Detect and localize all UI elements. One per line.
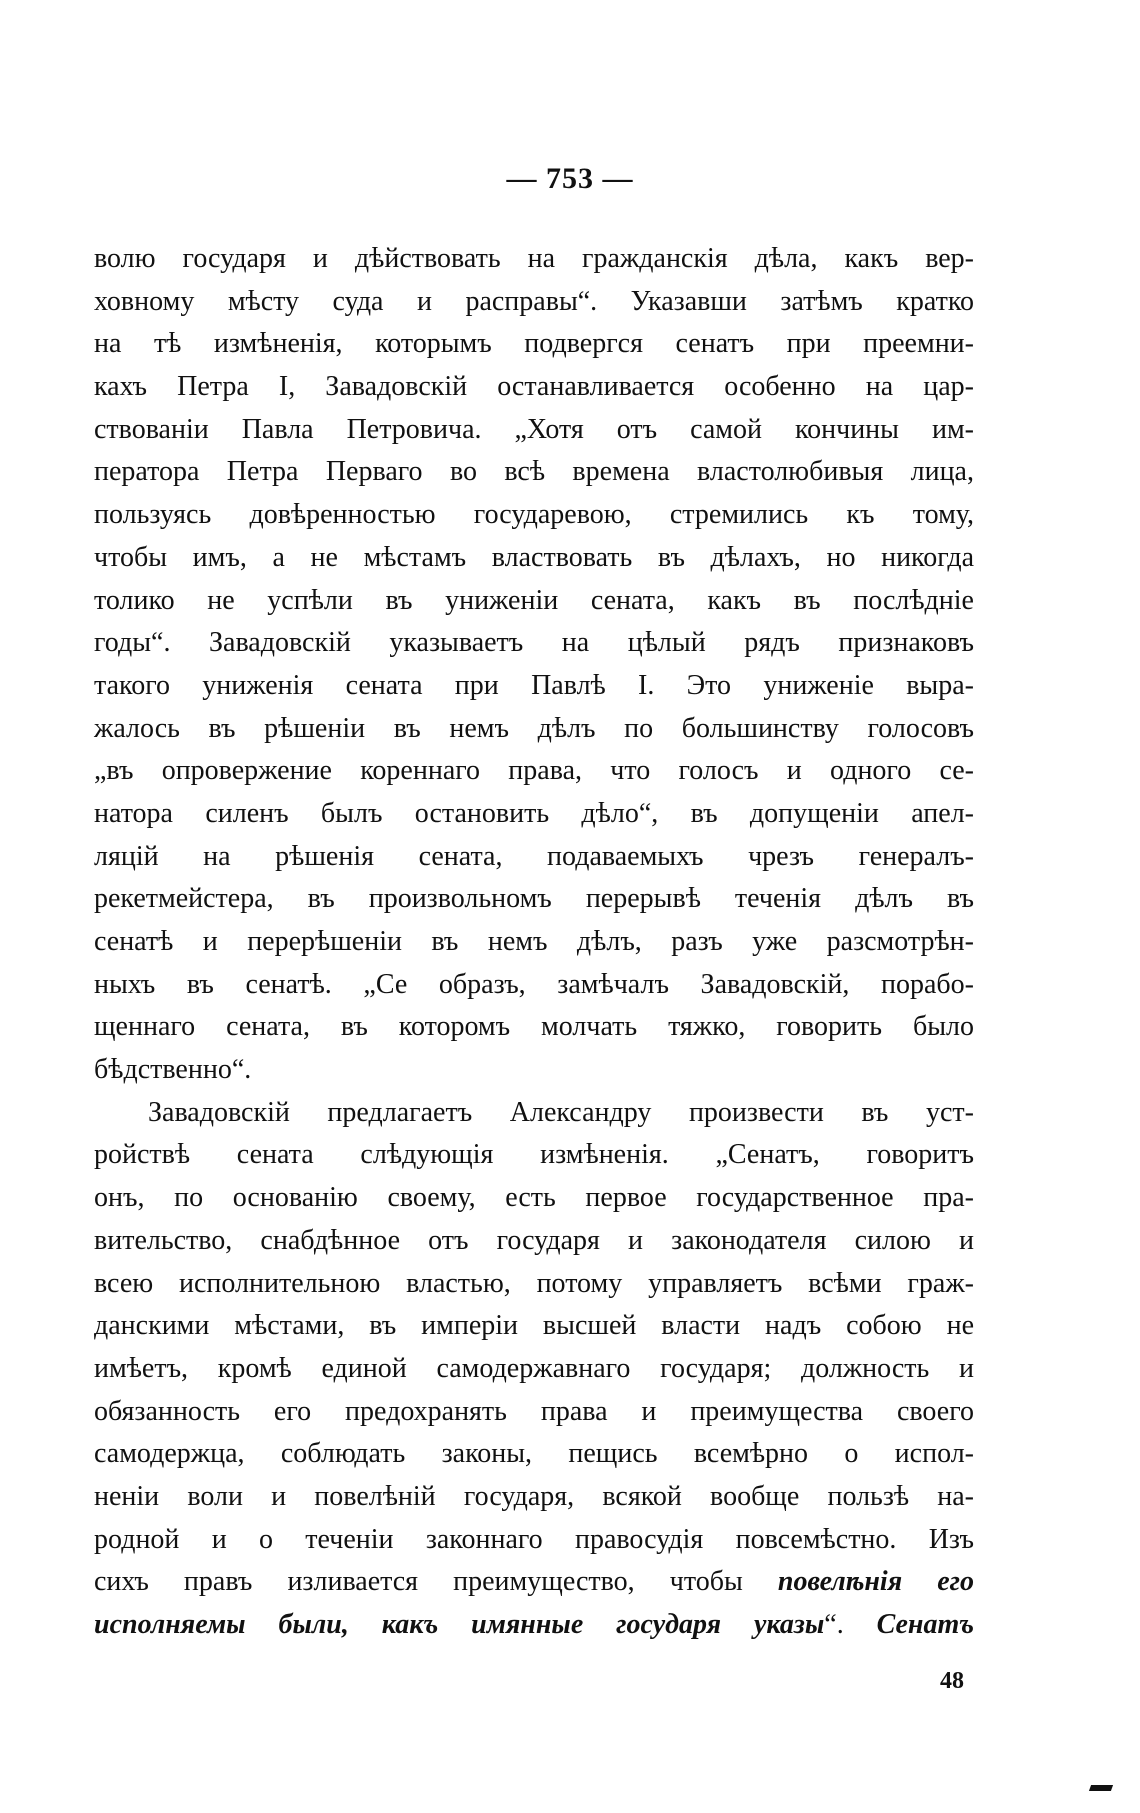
print-edge-mark [1089, 1785, 1113, 1791]
text-line: натора силенъ былъ остановить дѣло“, въ допущеніи апел- [94, 797, 974, 829]
text-line: щеннаго сената, въ которомъ молчать тяжко, говорить было [94, 1011, 974, 1043]
text-line: неніи воли и повелѣній государя, всякой вообще пользѣ на- [94, 1480, 974, 1512]
text-segment: сихъ правъ изливается преимущество, чтобы [94, 1566, 743, 1598]
text-line: ховному мѣсту суда и расправы“. Указавши затѣмъ кратко [94, 285, 974, 317]
text-line: онъ, по основанію своему, есть первое государственное пра- [94, 1182, 974, 1214]
text-line-mixed [94, 1604, 974, 1647]
text-line: чтобы имъ, а не мѣстамъ властвовать въ дѣлахъ, но никогда [94, 541, 974, 573]
text-line: кахъ Петра I, Завадовскій останавливается особенно на цар- [94, 371, 974, 403]
text-line: годы“. Завадовскій указываетъ на цѣлый рядъ признаковъ [94, 627, 974, 659]
text-line: такого униженія сената при Павлѣ I. Это униженіе выра- [94, 669, 974, 701]
text-line: самодержца, соблюдать законы, пещись всемѣрно о испол- [94, 1438, 974, 1470]
text-line: сенатѣ и перерѣшеніи въ немъ дѣлъ, разъ уже разсмотрѣн- [94, 926, 974, 957]
text-line: ствованіи Павла Петровича. „Хотя отъ самой кончины им- [94, 413, 974, 445]
paragraph-start-line: Завадовскій предлагаетъ Александру произвести въ уст- [148, 1096, 974, 1128]
text-line: родной и о теченіи законнаго правосудія повсемѣстно. Изъ [94, 1523, 974, 1555]
italic-segment: Сенатъ [876, 1609, 975, 1640]
text-line: ройствѣ сената слѣдующія измѣненія. „Сенатъ, говоритъ [94, 1139, 974, 1171]
text-line: бѣдственно“. [94, 1054, 252, 1086]
text-line: на тѣ измѣненія, которымъ подвергся сенатъ при преемни- [94, 328, 974, 360]
text-line: волю государя и дѣйствовать на гражданскія дѣла, какъ вер- [94, 243, 974, 274]
text-line: толико не успѣли въ униженіи сената, какъ въ послѣдніе [94, 584, 974, 616]
text-line-mixed [94, 1561, 974, 1604]
italic-segment: повелѣнія его [777, 1566, 975, 1598]
italic-segment: исполняемы были, какъ имянные государя указы [94, 1609, 825, 1640]
text-line: жалось въ рѣшеніи въ немъ дѣлъ по большинству голосовъ [94, 712, 974, 744]
signature-mark: 48 [940, 1668, 964, 1694]
body-text [94, 238, 974, 1647]
text-line: „въ опровержение кореннаго права, что голосъ и одного се- [94, 755, 974, 787]
text-line: обязанность его предохранять права и преимущества своего [94, 1395, 974, 1427]
text-line: рекетмейстера, въ произвольномъ перерывѣ теченія дѣлъ въ [94, 883, 974, 915]
text-line: вительство, снабдѣнное отъ государя и законодателя силою и [94, 1224, 974, 1256]
text-line: ляцій на рѣшенія сената, подаваемыхъ чрезъ генералъ- [94, 840, 974, 872]
text-line: ныхъ въ сенатѣ. „Се образъ, замѣчалъ Завадовскій, порабо- [94, 968, 974, 1000]
text-line: ператора Петра Перваго во всѣ времена властолюбивыя лица, [94, 456, 974, 488]
closing-quote: “. [824, 1609, 844, 1640]
text-line: данскими мѣстами, въ имперіи высшей власти надъ собою не [94, 1310, 974, 1342]
text-line: имѣетъ, кромѣ единой самодержавнаго государя; должность и [94, 1352, 974, 1384]
page-number: — 753 — [506, 162, 634, 195]
text-line: пользуясь довѣренностью государевою, стремились къ тому, [94, 499, 974, 531]
text-line: всею исполнительною властью, потому управляетъ всѣми граж- [94, 1267, 974, 1299]
